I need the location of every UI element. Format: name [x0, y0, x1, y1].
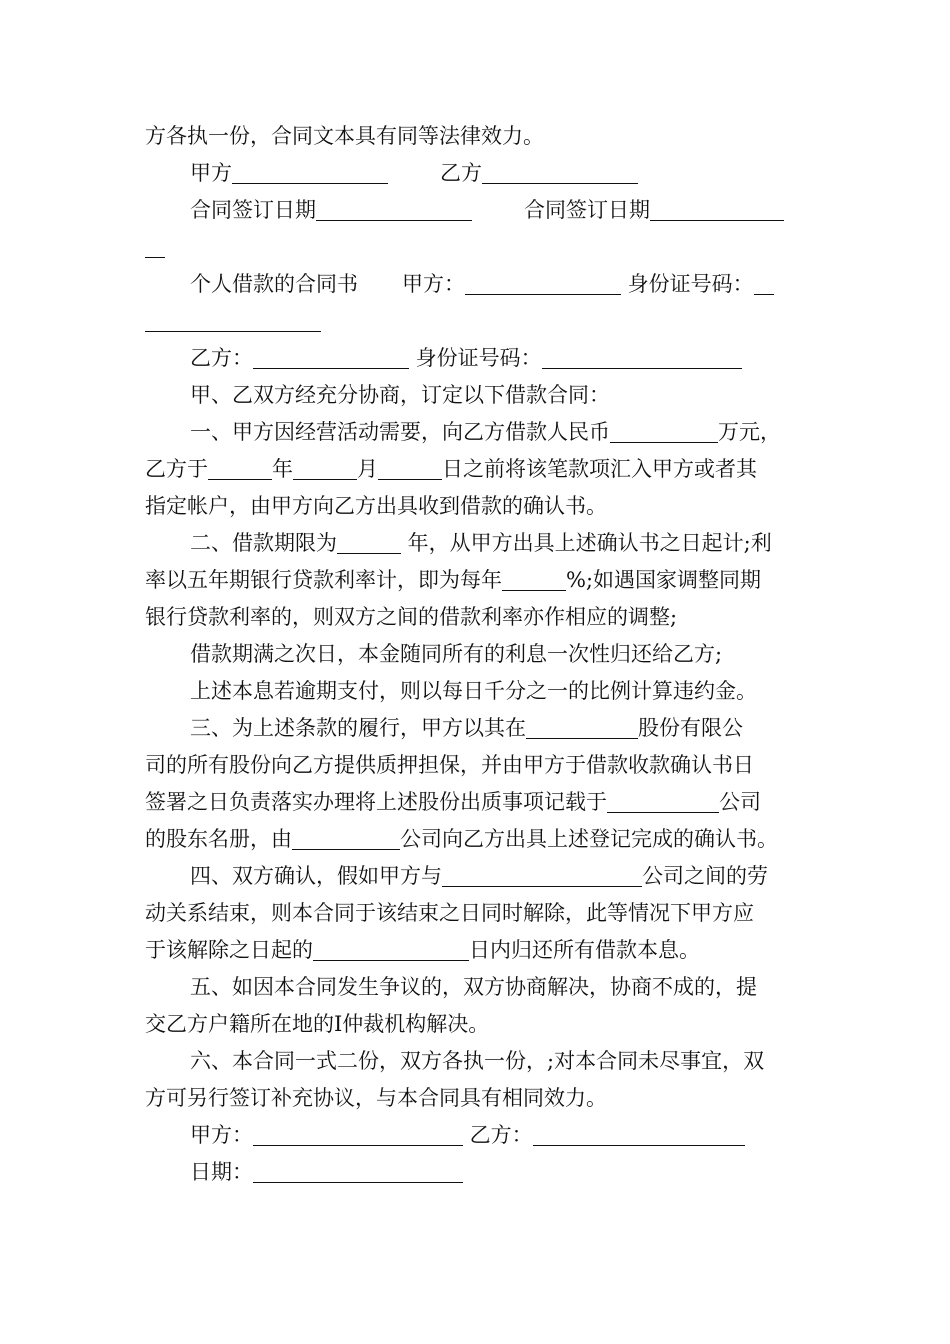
blank-field[interactable] — [232, 161, 388, 184]
text-line: 甲、乙双方经充分协商，订定以下借款合同： — [190, 383, 610, 407]
text-line: 方各执一份，合同文本具有同等法律效力。 — [145, 124, 544, 148]
blank-field[interactable] — [754, 272, 774, 295]
text-line: 银行贷款利率的，则双方之间的借款利率亦作相应的调整; — [145, 605, 678, 629]
text-line: 方可另行签订补充协议，与本合同具有相同效力。 — [145, 1086, 607, 1110]
blank-field[interactable] — [542, 346, 742, 369]
text-line: 上述本息若逾期支付，则以每日千分之一的比例计算违约金。 — [190, 679, 757, 703]
clause-6: 六、本合同一式二份，双方各执一份，;对本合同未尽事宜，双 — [190, 1049, 765, 1073]
party-b-id-line: 乙方： 身份证号码： — [190, 340, 742, 376]
clause-3: 三、为上述条款的履行，甲方以其在 股份有限公 — [190, 716, 743, 740]
clause-2-rate-line: 率以五年期银行贷款利率计，即为每年 %;如遇国家调整同期 — [145, 568, 762, 592]
final-signature-line: 甲方： 乙方： — [190, 1117, 745, 1153]
blank-field[interactable] — [313, 938, 469, 961]
text-line: 借款期满之次日，本金随同所有的利息一次性归还给乙方; — [190, 642, 723, 666]
clause-3-register-line: 签署之日负责落实办理将上述股份出质事项记载于 公司 — [145, 790, 761, 814]
blank-field[interactable] — [292, 827, 400, 850]
text-line: 交乙方户籍所在地的Ⅰ仲裁机构解决。 — [145, 1012, 490, 1036]
blank-field[interactable] — [465, 272, 621, 295]
final-date-line: 日期： — [190, 1154, 463, 1190]
blank-field[interactable] — [378, 457, 442, 480]
blank-field[interactable] — [502, 568, 566, 591]
text-line: 动关系结束，则本合同于该结束之日同时解除，此等情况下甲方应 — [145, 901, 754, 925]
blank-field[interactable] — [482, 161, 638, 184]
blank-field[interactable] — [650, 198, 784, 221]
signing-date-line: 合同签订日期 合同签订日期 — [190, 192, 784, 228]
blank-field[interactable] — [316, 198, 472, 221]
clause-4-days-line: 于该解除之日起的 日内归还所有借款本息。 — [145, 938, 700, 962]
blank-field[interactable] — [337, 531, 401, 554]
contract-title: 个人借款的合同书 — [190, 272, 358, 296]
blank-continuation — [145, 229, 165, 265]
clause-4: 四、双方确认，假如甲方与 公司之间的劳 — [190, 864, 768, 888]
blank-field[interactable] — [145, 235, 165, 258]
clause-3-confirm-line: 的股东名册，由 公司向乙方出具上述登记完成的确认书。 — [145, 827, 778, 851]
blank-field[interactable] — [526, 716, 638, 739]
contract-title-line: 个人借款的合同书 甲方： 身份证号码： — [190, 266, 774, 302]
blank-field[interactable] — [253, 1123, 463, 1146]
blank-continuation — [145, 303, 321, 339]
clause-1-date-line: 乙方于 年 月 日之前将该笔款项汇入甲方或者其 — [145, 457, 757, 481]
text-line: 指定帐户，由甲方向乙方出具收到借款的确认书。 — [145, 494, 607, 518]
clause-5: 五、如因本合同发生争议的，双方协商解决，协商不成的，提 — [190, 975, 757, 999]
blank-field[interactable] — [533, 1123, 745, 1146]
blank-field[interactable] — [610, 420, 718, 443]
blank-field[interactable] — [607, 790, 719, 813]
clause-1: 一、甲方因经营活动需要，向乙方借款人民币 万元， — [190, 420, 781, 444]
text-line: 司的所有股份向乙方提供质押担保，并由甲方于借款收款确认书日 — [145, 753, 754, 777]
blank-field[interactable] — [253, 1160, 463, 1183]
clause-2: 二、借款期限为 年，从甲方出具上述确认书之日起计;利 — [190, 531, 772, 555]
blank-field[interactable] — [253, 346, 409, 369]
signature-line-party-a-b: 甲方 乙方 — [190, 155, 638, 191]
blank-field[interactable] — [293, 457, 357, 480]
blank-field[interactable] — [145, 309, 321, 332]
blank-field[interactable] — [442, 864, 642, 887]
blank-field[interactable] — [208, 457, 272, 480]
